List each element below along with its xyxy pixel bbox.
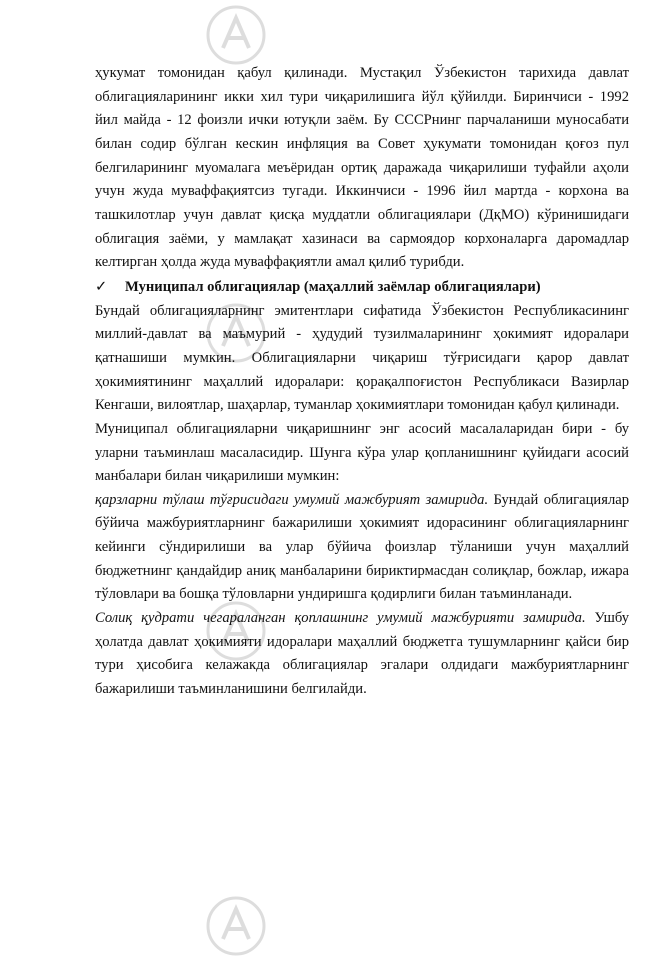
document-body [95,62,629,702]
paragraph-text: Ушбу ҳолатда давлат ҳокимияти идоралари маҳаллий бюджетга тушумларнинг қайси бир тури ҳисобига келажакда облигациялар эгалари олдидаги мажбуриятларнинг бажарилиши таъминланишини белгилайди. [95,610,629,698]
paragraph-issuers: Бундай облигацияларнинг эмитентлари сифатида Ўзбекистон Республикасининг миллий-давлат ва маъмурий - ҳудудий тузилмаларининг ҳокимият идоралари қатнашиши мумкин. Облигацияларни чиқариш тўғрисидаги қарор давлат ҳокимиятининг маҳаллий идоралари: қорақалпоғистон Республикаси Вазирлар Кенгаши, вилоятлар, шаҳарлар, туманлар ҳокимиятлари томонидан қабул қилинади. [95,302,629,414]
checkmark-icon: ✓ [95,277,108,295]
paragraph-government-bonds: ҳукумат томонидан қабул қилинади. Мустақил Ўзбекистон тарихида давлат облигацияларининг икки хил тури чиқарилишига йўл қўйилди. Биринчиси - 1992 йил майда - 12 фоизли ички ютуқли заём. Бу СССРнинг парчаланиши муносабати билан содир бўлган кескин инфляция ва Совет ҳукумати томонидан қоғоз пул белгиларининг муомалага меъёридан ортиқ даражада чиқарилиши туфайли аҳоли учун жуда муваффақиятсиз тугади. Иккинчиси - 1996 йил мартда - корхона ва ташкилотлар учун давлат қисқа муддатли облигациялари (ДқМО) кўринишидаги облигация заёми, у мамлақат хазинаси ва сармоядор корхоналарга даромадлар келтирган ҳолда жуда муваффақиятли амал қилиб турибди. [95,65,629,271]
watermark-logo-icon [205,895,267,957]
paragraph-general-obligation [95,489,629,607]
section-heading [95,275,629,300]
paragraph-limited-tax [95,607,629,702]
italic-term: қарзларни тўлаш тўғрисидаги умумий мажбурият замирида. [95,491,489,508]
paragraph-text: Бундай облигациялар бўйича мажбуриятларнинг бажарилиши ҳокимият идорасининг облигацияларнинг кейинги сўндирилиши ва улар бўйича фоизлар тўланиши учун маҳаллий бюджетнинг қандайдир аниқ манбаларини бириктирмасдан солиқлар, божлар, ижара тўловлари ва бошқа тўловларни ундиришга қодирлиги билан таъминланади. [95,491,630,603]
watermark-logo-icon [205,4,267,66]
section-heading-text: Муниципал облигациялар (маҳаллий заёмлар облигациялари) [125,278,541,295]
italic-term: Солиқ қудрати чегараланган қоплашнинг умумий мажбурияти замирида. [95,610,586,627]
paragraph-security: Муниципал облигацияларни чиқаришнинг энг асосий масалаларидан бири - бу уларни таъминлаш масаласидир. Шунга кўра улар қопланишнинг қуйидаги асосий манбалари билан чиқарилиши мумкин: [95,420,629,485]
